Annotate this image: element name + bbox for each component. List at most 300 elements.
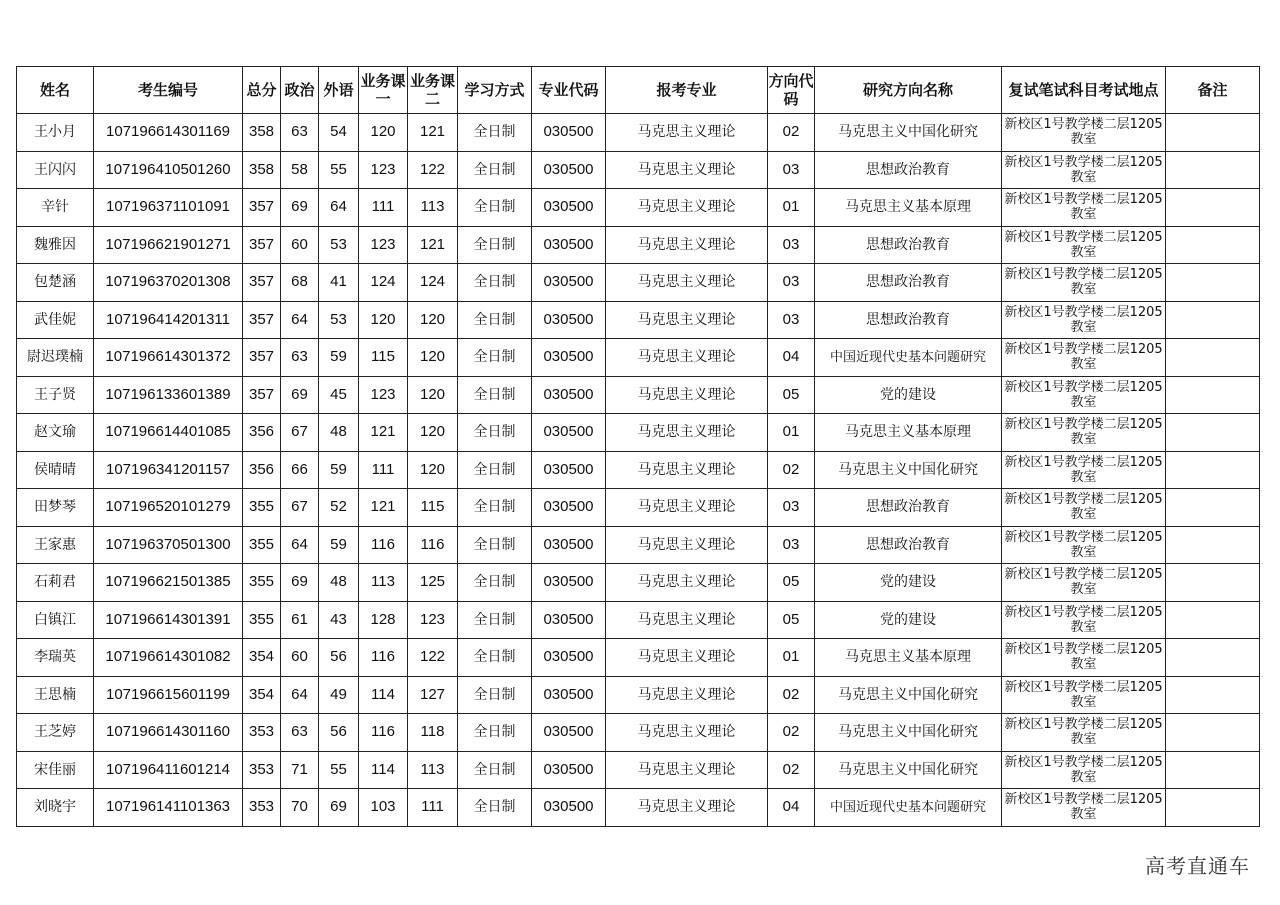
cell-direction-code: 02 — [768, 751, 815, 789]
cell-note — [1166, 114, 1260, 152]
cell-foreign-language: 59 — [319, 339, 359, 377]
table-row — [17, 451, 1260, 489]
cell-candidate-id: 107196133601389 — [94, 376, 243, 414]
cell-direction-name: 思想政治教育 — [815, 226, 1002, 264]
cell-foreign-language: 41 — [319, 264, 359, 302]
cell-total: 356 — [243, 414, 281, 452]
cell-exam-location: 新校区1号教学楼二层1205教室 — [1002, 151, 1166, 189]
table-row — [17, 639, 1260, 677]
table-row — [17, 564, 1260, 602]
cell-course-1: 123 — [359, 151, 408, 189]
cell-course-2: 118 — [408, 714, 458, 752]
cell-direction-code: 02 — [768, 714, 815, 752]
cell-exam-location: 新校区1号教学楼二层1205教室 — [1002, 414, 1166, 452]
cell-foreign-language: 49 — [319, 676, 359, 714]
cell-major-code: 030500 — [532, 376, 606, 414]
cell-politics: 64 — [281, 526, 319, 564]
cell-direction-code: 02 — [768, 451, 815, 489]
cell-study-mode: 全日制 — [458, 714, 532, 752]
cell-direction-name: 马克思主义中国化研究 — [815, 451, 1002, 489]
cell-major-code: 030500 — [532, 714, 606, 752]
cell-study-mode: 全日制 — [458, 564, 532, 602]
cell-name: 宋佳丽 — [17, 751, 94, 789]
cell-major: 马克思主义理论 — [606, 114, 768, 152]
cell-course-1: 121 — [359, 414, 408, 452]
cell-total: 358 — [243, 114, 281, 152]
table-row — [17, 376, 1260, 414]
cell-note — [1166, 301, 1260, 339]
cell-total: 354 — [243, 676, 281, 714]
cell-direction-code: 03 — [768, 226, 815, 264]
cell-study-mode: 全日制 — [458, 151, 532, 189]
cell-course-2: 120 — [408, 339, 458, 377]
cell-note — [1166, 639, 1260, 677]
cell-name: 刘晓宇 — [17, 789, 94, 827]
cell-major-code: 030500 — [532, 264, 606, 302]
cell-candidate-id: 107196614301391 — [94, 601, 243, 639]
cell-foreign-language: 56 — [319, 639, 359, 677]
header-exam-location: 复试笔试科目考试地点 — [1002, 67, 1166, 114]
cell-name: 李瑞英 — [17, 639, 94, 677]
cell-study-mode: 全日制 — [458, 376, 532, 414]
cell-candidate-id: 107196520101279 — [94, 489, 243, 527]
cell-major: 马克思主义理论 — [606, 339, 768, 377]
cell-candidate-id: 107196141101363 — [94, 789, 243, 827]
header-foreign-language: 外语 — [319, 67, 359, 114]
cell-course-2: 113 — [408, 751, 458, 789]
cell-major: 马克思主义理论 — [606, 639, 768, 677]
cell-name: 田梦琴 — [17, 489, 94, 527]
cell-direction-name: 思想政治教育 — [815, 151, 1002, 189]
header-course-2: 业务课二 — [408, 67, 458, 114]
table-row — [17, 114, 1260, 152]
cell-major-code: 030500 — [532, 526, 606, 564]
cell-politics: 63 — [281, 714, 319, 752]
cell-note — [1166, 489, 1260, 527]
cell-note — [1166, 751, 1260, 789]
cell-major-code: 030500 — [532, 151, 606, 189]
cell-name: 魏雅因 — [17, 226, 94, 264]
cell-major: 马克思主义理论 — [606, 751, 768, 789]
cell-course-1: 116 — [359, 714, 408, 752]
cell-politics: 69 — [281, 376, 319, 414]
cell-foreign-language: 53 — [319, 226, 359, 264]
cell-course-1: 111 — [359, 189, 408, 227]
cell-politics: 63 — [281, 114, 319, 152]
cell-politics: 67 — [281, 414, 319, 452]
cell-direction-code: 03 — [768, 151, 815, 189]
watermark: 高考直通车 — [1145, 854, 1250, 878]
cell-candidate-id: 107196615601199 — [94, 676, 243, 714]
cell-candidate-id: 107196370501300 — [94, 526, 243, 564]
cell-politics: 66 — [281, 451, 319, 489]
table-row — [17, 189, 1260, 227]
cell-direction-code: 01 — [768, 414, 815, 452]
cell-study-mode: 全日制 — [458, 451, 532, 489]
cell-foreign-language: 59 — [319, 526, 359, 564]
cell-note — [1166, 676, 1260, 714]
cell-major-code: 030500 — [532, 789, 606, 827]
cell-candidate-id: 107196371101091 — [94, 189, 243, 227]
cell-name: 王小月 — [17, 114, 94, 152]
cell-course-2: 116 — [408, 526, 458, 564]
header-politics: 政治 — [281, 67, 319, 114]
cell-total: 357 — [243, 264, 281, 302]
cell-direction-name: 思想政治教育 — [815, 526, 1002, 564]
cell-direction-code: 03 — [768, 301, 815, 339]
cell-major: 马克思主义理论 — [606, 189, 768, 227]
cell-course-1: 114 — [359, 751, 408, 789]
cell-foreign-language: 52 — [319, 489, 359, 527]
cell-exam-location: 新校区1号教学楼二层1205教室 — [1002, 751, 1166, 789]
cell-candidate-id: 107196614301372 — [94, 339, 243, 377]
cell-exam-location: 新校区1号教学楼二层1205教室 — [1002, 339, 1166, 377]
cell-major: 马克思主义理论 — [606, 564, 768, 602]
cell-course-1: 115 — [359, 339, 408, 377]
cell-foreign-language: 56 — [319, 714, 359, 752]
header-major: 报考专业 — [606, 67, 768, 114]
table-row — [17, 751, 1260, 789]
cell-study-mode: 全日制 — [458, 414, 532, 452]
table-row — [17, 264, 1260, 302]
cell-total: 358 — [243, 151, 281, 189]
cell-note — [1166, 451, 1260, 489]
cell-total: 353 — [243, 789, 281, 827]
cell-total: 357 — [243, 301, 281, 339]
cell-name: 王子贤 — [17, 376, 94, 414]
cell-exam-location: 新校区1号教学楼二层1205教室 — [1002, 451, 1166, 489]
cell-direction-name: 马克思主义基本原理 — [815, 639, 1002, 677]
cell-foreign-language: 53 — [319, 301, 359, 339]
cell-total: 357 — [243, 189, 281, 227]
cell-study-mode: 全日制 — [458, 264, 532, 302]
cell-exam-location: 新校区1号教学楼二层1205教室 — [1002, 301, 1166, 339]
cell-candidate-id: 107196614301160 — [94, 714, 243, 752]
cell-politics: 70 — [281, 789, 319, 827]
cell-direction-code: 05 — [768, 376, 815, 414]
cell-note — [1166, 376, 1260, 414]
cell-course-1: 113 — [359, 564, 408, 602]
cell-foreign-language: 55 — [319, 751, 359, 789]
cell-direction-code: 01 — [768, 189, 815, 227]
cell-foreign-language: 48 — [319, 564, 359, 602]
cell-politics: 63 — [281, 339, 319, 377]
cell-course-2: 121 — [408, 226, 458, 264]
cell-direction-name: 马克思主义中国化研究 — [815, 714, 1002, 752]
cell-name: 石莉君 — [17, 564, 94, 602]
cell-major-code: 030500 — [532, 189, 606, 227]
cell-course-1: 111 — [359, 451, 408, 489]
cell-major: 马克思主义理论 — [606, 676, 768, 714]
cell-note — [1166, 601, 1260, 639]
cell-major: 马克思主义理论 — [606, 151, 768, 189]
cell-study-mode: 全日制 — [458, 751, 532, 789]
cell-direction-code: 03 — [768, 526, 815, 564]
cell-candidate-id: 107196414201311 — [94, 301, 243, 339]
cell-major-code: 030500 — [532, 414, 606, 452]
cell-candidate-id: 107196621901271 — [94, 226, 243, 264]
cell-foreign-language: 48 — [319, 414, 359, 452]
cell-name: 侯晴晴 — [17, 451, 94, 489]
cell-exam-location: 新校区1号教学楼二层1205教室 — [1002, 376, 1166, 414]
cell-note — [1166, 789, 1260, 827]
cell-note — [1166, 189, 1260, 227]
cell-course-1: 123 — [359, 376, 408, 414]
cell-direction-code: 03 — [768, 489, 815, 527]
cell-exam-location: 新校区1号教学楼二层1205教室 — [1002, 789, 1166, 827]
cell-major-code: 030500 — [532, 639, 606, 677]
cell-politics: 67 — [281, 489, 319, 527]
cell-direction-code: 02 — [768, 676, 815, 714]
cell-direction-name: 党的建设 — [815, 376, 1002, 414]
cell-total: 355 — [243, 526, 281, 564]
cell-major: 马克思主义理论 — [606, 601, 768, 639]
cell-course-2: 121 — [408, 114, 458, 152]
cell-direction-name: 党的建设 — [815, 564, 1002, 602]
cell-total: 355 — [243, 564, 281, 602]
cell-exam-location: 新校区1号教学楼二层1205教室 — [1002, 526, 1166, 564]
cell-candidate-id: 107196341201157 — [94, 451, 243, 489]
cell-foreign-language: 43 — [319, 601, 359, 639]
cell-note — [1166, 564, 1260, 602]
cell-major: 马克思主义理论 — [606, 451, 768, 489]
cell-course-2: 115 — [408, 489, 458, 527]
cell-direction-code: 05 — [768, 564, 815, 602]
cell-study-mode: 全日制 — [458, 301, 532, 339]
cell-name: 尉迟璞楠 — [17, 339, 94, 377]
cell-total: 357 — [243, 376, 281, 414]
cell-course-2: 122 — [408, 639, 458, 677]
cell-course-2: 122 — [408, 151, 458, 189]
cell-direction-name: 马克思主义基本原理 — [815, 414, 1002, 452]
cell-course-2: 120 — [408, 301, 458, 339]
cell-major-code: 030500 — [532, 601, 606, 639]
cell-name: 赵文瑜 — [17, 414, 94, 452]
cell-study-mode: 全日制 — [458, 639, 532, 677]
cell-foreign-language: 55 — [319, 151, 359, 189]
cell-major-code: 030500 — [532, 676, 606, 714]
cell-exam-location: 新校区1号教学楼二层1205教室 — [1002, 114, 1166, 152]
cell-foreign-language: 59 — [319, 451, 359, 489]
cell-name: 白镇江 — [17, 601, 94, 639]
cell-major-code: 030500 — [532, 114, 606, 152]
cell-course-2: 111 — [408, 789, 458, 827]
cell-course-1: 120 — [359, 114, 408, 152]
cell-name: 武佳妮 — [17, 301, 94, 339]
header-major-code: 专业代码 — [532, 67, 606, 114]
cell-name: 王闪闪 — [17, 151, 94, 189]
header-note: 备注 — [1166, 67, 1260, 114]
cell-exam-location: 新校区1号教学楼二层1205教室 — [1002, 189, 1166, 227]
cell-exam-location: 新校区1号教学楼二层1205教室 — [1002, 564, 1166, 602]
cell-direction-name: 思想政治教育 — [815, 301, 1002, 339]
cell-course-1: 124 — [359, 264, 408, 302]
cell-total: 357 — [243, 339, 281, 377]
cell-course-1: 114 — [359, 676, 408, 714]
cell-course-2: 123 — [408, 601, 458, 639]
cell-direction-code: 02 — [768, 114, 815, 152]
cell-exam-location: 新校区1号教学楼二层1205教室 — [1002, 489, 1166, 527]
cell-direction-code: 04 — [768, 789, 815, 827]
cell-major: 马克思主义理论 — [606, 526, 768, 564]
cell-name: 王家惠 — [17, 526, 94, 564]
cell-major-code: 030500 — [532, 301, 606, 339]
header-name: 姓名 — [17, 67, 94, 114]
cell-direction-name: 思想政治教育 — [815, 489, 1002, 527]
table-row — [17, 676, 1260, 714]
cell-direction-name: 思想政治教育 — [815, 264, 1002, 302]
table-row — [17, 151, 1260, 189]
table-row — [17, 339, 1260, 377]
table-row — [17, 601, 1260, 639]
cell-course-1: 120 — [359, 301, 408, 339]
cell-politics: 69 — [281, 564, 319, 602]
cell-study-mode: 全日制 — [458, 114, 532, 152]
cell-major: 马克思主义理论 — [606, 301, 768, 339]
cell-total: 356 — [243, 451, 281, 489]
cell-foreign-language: 45 — [319, 376, 359, 414]
cell-course-2: 113 — [408, 189, 458, 227]
cell-candidate-id: 107196370201308 — [94, 264, 243, 302]
cell-exam-location: 新校区1号教学楼二层1205教室 — [1002, 601, 1166, 639]
cell-total: 354 — [243, 639, 281, 677]
cell-study-mode: 全日制 — [458, 526, 532, 564]
cell-major: 马克思主义理论 — [606, 414, 768, 452]
cell-major-code: 030500 — [532, 751, 606, 789]
table-header-row — [17, 67, 1260, 114]
header-direction-name: 研究方向名称 — [815, 67, 1002, 114]
cell-name: 王芝婷 — [17, 714, 94, 752]
cell-direction-code: 03 — [768, 264, 815, 302]
cell-politics: 58 — [281, 151, 319, 189]
cell-course-2: 120 — [408, 414, 458, 452]
cell-exam-location: 新校区1号教学楼二层1205教室 — [1002, 714, 1166, 752]
cell-study-mode: 全日制 — [458, 489, 532, 527]
cell-course-1: 128 — [359, 601, 408, 639]
cell-major: 马克思主义理论 — [606, 489, 768, 527]
cell-course-2: 120 — [408, 451, 458, 489]
table-row — [17, 489, 1260, 527]
cell-direction-name: 马克思主义中国化研究 — [815, 751, 1002, 789]
cell-foreign-language: 64 — [319, 189, 359, 227]
cell-direction-code: 05 — [768, 601, 815, 639]
cell-exam-location: 新校区1号教学楼二层1205教室 — [1002, 639, 1166, 677]
cell-study-mode: 全日制 — [458, 789, 532, 827]
cell-direction-name: 中国近现代史基本问题研究 — [815, 789, 1002, 827]
cell-note — [1166, 151, 1260, 189]
cell-politics: 71 — [281, 751, 319, 789]
cell-direction-name: 马克思主义中国化研究 — [815, 114, 1002, 152]
cell-major-code: 030500 — [532, 226, 606, 264]
cell-major: 马克思主义理论 — [606, 226, 768, 264]
admissions-table — [16, 66, 1260, 827]
cell-note — [1166, 526, 1260, 564]
cell-candidate-id: 107196614301082 — [94, 639, 243, 677]
cell-note — [1166, 414, 1260, 452]
cell-total: 357 — [243, 226, 281, 264]
cell-name: 王思楠 — [17, 676, 94, 714]
cell-course-1: 123 — [359, 226, 408, 264]
cell-total: 353 — [243, 751, 281, 789]
cell-politics: 68 — [281, 264, 319, 302]
cell-direction-name: 党的建设 — [815, 601, 1002, 639]
cell-major-code: 030500 — [532, 339, 606, 377]
cell-politics: 69 — [281, 189, 319, 227]
cell-total: 355 — [243, 601, 281, 639]
header-direction-code: 方向代码 — [768, 67, 815, 114]
cell-foreign-language: 69 — [319, 789, 359, 827]
cell-note — [1166, 714, 1260, 752]
cell-name: 辛针 — [17, 189, 94, 227]
cell-course-1: 121 — [359, 489, 408, 527]
cell-course-2: 120 — [408, 376, 458, 414]
header-total: 总分 — [243, 67, 281, 114]
cell-major: 马克思主义理论 — [606, 789, 768, 827]
cell-course-1: 103 — [359, 789, 408, 827]
cell-politics: 64 — [281, 676, 319, 714]
cell-politics: 64 — [281, 301, 319, 339]
cell-politics: 61 — [281, 601, 319, 639]
cell-study-mode: 全日制 — [458, 339, 532, 377]
cell-course-2: 124 — [408, 264, 458, 302]
cell-study-mode: 全日制 — [458, 676, 532, 714]
cell-name: 包楚涵 — [17, 264, 94, 302]
cell-course-2: 125 — [408, 564, 458, 602]
cell-major-code: 030500 — [532, 451, 606, 489]
cell-candidate-id: 107196621501385 — [94, 564, 243, 602]
header-study-mode: 学习方式 — [458, 67, 532, 114]
table-row — [17, 526, 1260, 564]
cell-major: 马克思主义理论 — [606, 714, 768, 752]
cell-study-mode: 全日制 — [458, 601, 532, 639]
cell-politics: 60 — [281, 226, 319, 264]
cell-exam-location: 新校区1号教学楼二层1205教室 — [1002, 264, 1166, 302]
cell-direction-code: 04 — [768, 339, 815, 377]
cell-total: 353 — [243, 714, 281, 752]
cell-exam-location: 新校区1号教学楼二层1205教室 — [1002, 226, 1166, 264]
cell-exam-location: 新校区1号教学楼二层1205教室 — [1002, 676, 1166, 714]
cell-major: 马克思主义理论 — [606, 376, 768, 414]
cell-study-mode: 全日制 — [458, 226, 532, 264]
table-row — [17, 301, 1260, 339]
cell-politics: 60 — [281, 639, 319, 677]
cell-total: 355 — [243, 489, 281, 527]
table-row — [17, 414, 1260, 452]
cell-direction-name: 马克思主义基本原理 — [815, 189, 1002, 227]
table-body — [17, 114, 1260, 827]
cell-course-2: 127 — [408, 676, 458, 714]
cell-candidate-id: 107196614301169 — [94, 114, 243, 152]
cell-major-code: 030500 — [532, 489, 606, 527]
cell-candidate-id: 107196410501260 — [94, 151, 243, 189]
cell-major: 马克思主义理论 — [606, 264, 768, 302]
cell-direction-name: 中国近现代史基本问题研究 — [815, 339, 1002, 377]
table-row — [17, 789, 1260, 827]
table-row — [17, 714, 1260, 752]
header-course-1: 业务课一 — [359, 67, 408, 114]
cell-direction-code: 01 — [768, 639, 815, 677]
table-row — [17, 226, 1260, 264]
cell-candidate-id: 107196614401085 — [94, 414, 243, 452]
cell-course-1: 116 — [359, 639, 408, 677]
cell-major-code: 030500 — [532, 564, 606, 602]
cell-direction-name: 马克思主义中国化研究 — [815, 676, 1002, 714]
cell-candidate-id: 107196411601214 — [94, 751, 243, 789]
admissions-table-container — [16, 66, 1260, 827]
header-candidate-id: 考生编号 — [94, 67, 243, 114]
cell-study-mode: 全日制 — [458, 189, 532, 227]
cell-note — [1166, 339, 1260, 377]
